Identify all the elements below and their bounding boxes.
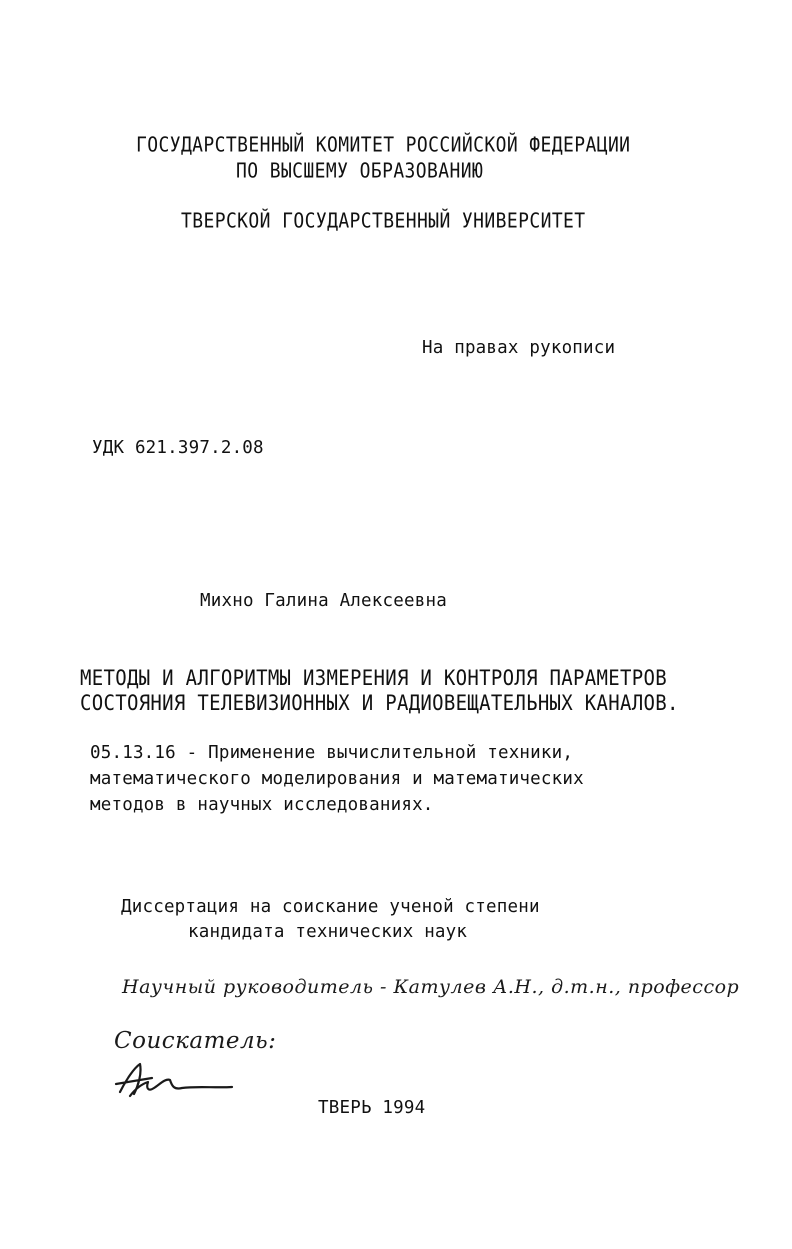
university-name: ТВЕРСКОЙ ГОСУДАРСТВЕННЫЙ УНИВЕРСИТЕТ: [181, 209, 586, 234]
rights-note: На правах рукописи: [422, 338, 616, 358]
specialty-line-2: математического моделирования и математических: [90, 769, 584, 789]
city-year: ТВЕРЬ 1994: [318, 1098, 426, 1118]
thesis-title-line-1: МЕТОДЫ И АЛГОРИТМЫ ИЗМЕРЕНИЯ И КОНТРОЛЯ ПАРАМЕТРОВ: [80, 665, 667, 691]
udc-code: УДК 621.397.2.08: [92, 438, 264, 458]
handwritten-supervisor: Научный руководитель - Катулев А.Н., д.т.н., профессор: [122, 976, 740, 998]
specialty-line-3: методов в научных исследованиях.: [90, 795, 434, 815]
committee-line-1: ГОСУДАРСТВЕННЫЙ КОМИТЕТ РОССИЙСКОЙ ФЕДЕРАЦИИ: [136, 133, 631, 158]
handwritten-applicant-label: Соискатель:: [114, 1028, 277, 1054]
thesis-title-line-2: СОСТОЯНИЯ ТЕЛЕВИЗИОННЫХ И РАДИОВЕЩАТЕЛЬНЫХ КАНАЛОВ.: [80, 690, 679, 716]
handwritten-signature: [112, 1058, 242, 1108]
committee-line-2: ПО ВЫСШЕМУ ОБРАЗОВАНИЮ: [236, 159, 484, 184]
dissertation-line-1: Диссертация на соискание ученой степени: [121, 897, 540, 917]
author-name: Михно Галина Алексеевна: [200, 591, 447, 611]
dissertation-line-2: кандидата технических наук: [188, 922, 468, 942]
specialty-line-1: 05.13.16 - Применение вычислительной техники,: [90, 743, 574, 763]
